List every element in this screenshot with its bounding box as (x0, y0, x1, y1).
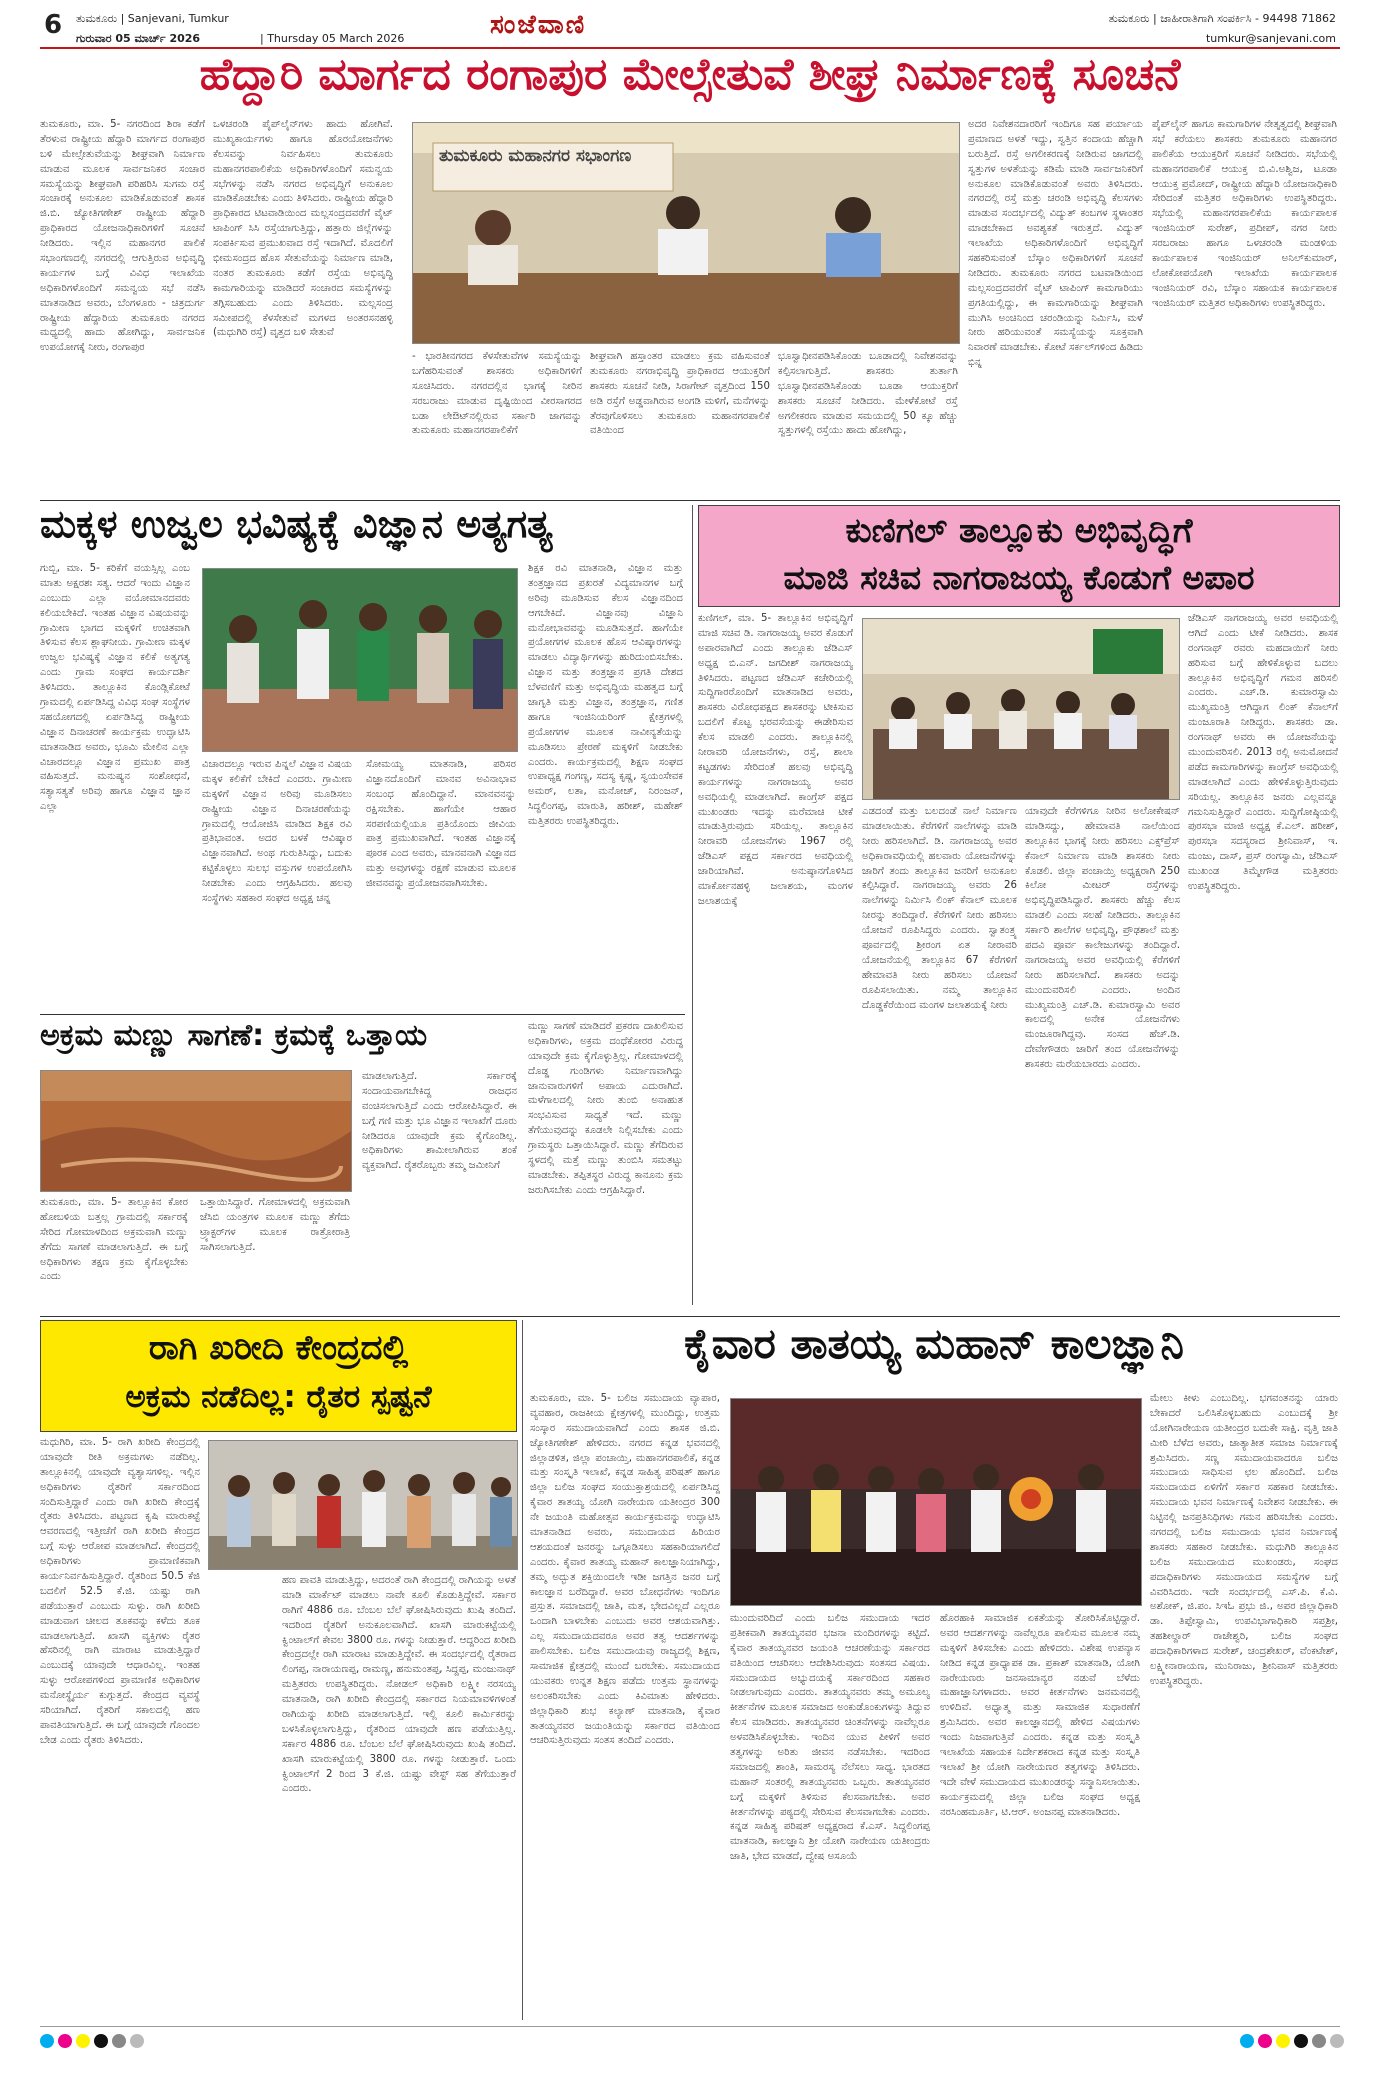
email: tumkur@sanjevani.com (1205, 32, 1336, 45)
article4-col3: ಯಾವುದೇ ಕೆರೆಗಳಿಗೂ ನೀರಿನ ಅಲೋಕೇಷನ್ ಮಾಡಿಸದ್ದು, ಹೇಮಾವತಿ ನಾಲೆಯಿಂದ ತಾಲ್ಲೂಕಿನ ಭಾಗಕ್ಕೆ ನೀರು ಹರಿಸಲು ಎಕ್ಸ್‌ಪ್ರೆಸ್ ಕೆನಾಲ್ ನಿರ್ಮಾಣ ಮಾಡಿ ಶಾಸಕರು ನೀರು ಕೊಡಲಿ. ಜಿಲ್ಲಾ ಪಂಚಾಯ್ತಿ ಅಧ್ಯಕ್ಷರಾಗಿ 250 ಕಿಲೋ ಮೀಟರ್ ರಸ್ತೆಗಳನ್ನು ಅಭಿವೃದ್ಧಿಪಡಿಸಿದ್ದಾರೆ. ಶಾಸಕರು ಹೆಚ್ಚು ಕೆಲಸ ಮಾಡಲಿ ಎಂದು ಸಲಹೆ ನೀಡಿದರು. ತಾಲ್ಲೂಕಿನ ಸರ್ಕಾರಿ ಶಾಲೆಗಳ ಅಭಿವೃದ್ಧಿ, ಪ್ರೌಢಶಾಲೆ ಮತ್ತು ಪದವಿ ಪೂರ್ವ ಕಾಲೇಜುಗಳನ್ನು ತಂದಿದ್ದಾರೆ. ನಾಗರಾಜಯ್ಯ ಅವರ ಅವಧಿಯಲ್ಲಿ ಕೆರೆಗಳಿಗೆ ನೀರು ಹರಿಸಲಾಗಿದೆ. ಶಾಸಕರು ಅದನ್ನು ಮುಂದುವರಿಸಲಿ ಎಂದರು. ಅಂದಿನ ಮುಖ್ಯಮಂತ್ರಿ ಎಚ್.ಡಿ. ಕುಮಾರಸ್ವಾಮಿ ಅವರ ಕಾಲದಲ್ಲಿ ಅನೇಕ ಯೋಜನೆಗಳು ಮಂಜೂರಾಗಿದ್ದವು. ಸಂಸದ ಹೆಚ್.ಡಿ. ದೇವೇಗೌಡರು ಜಾರಿಗೆ ತಂದ ಯೋಜನೆಗಳನ್ನು ಶಾಸಕರು ಮರೆಯಬಾರದು ಎಂದರು. (1025, 806, 1180, 1071)
article4-headline-line1: ಕುಣಿಗಲ್ ತಾಲ್ಲೂಕು ಅಭಿವೃದ್ಧಿಗೆ (845, 511, 1193, 551)
color-registration-right (1240, 2034, 1344, 2048)
article3-photo (40, 1070, 352, 1192)
article1-col4: ಶೀಘ್ರವಾಗಿ ಹಸ್ತಾಂತರ ಮಾಡಲು ಕ್ರಮ ವಹಿಸುವಂತೆ ತುಮಕೂರು ನಗರಾಭಿವೃದ್ಧಿ ಪ್ರಾಧಿಕಾರದ ಆಯುಕ್ತರಿಗೆ ಶಾಸಕರು ಸೂಚನೆ ನೀಡಿ, ಸಿರಾಗೇಟ್ ವೃತ್ತದಿಂದ 150 ಅಡಿ ರಸ್ತೆಗೆ ಅಡ್ಡವಾಗಿರುವ ಅಂಗಡಿ ಮಳಿಗೆ, ಮನೆಗಳನ್ನು ತೆರವುಗೊಳಿಸಲು ತುಮಕೂರು ಮಹಾನಗರಪಾಲಿಕೆ ವತಿಯಿಂದ (590, 351, 770, 437)
article4-col1: ಕುಣಿಗಲ್, ಮಾ. 5- ತಾಲ್ಲೂಕಿನ ಅಭಿವೃದ್ಧಿಗೆ ಮಾಜಿ ಸಚಿವ ಡಿ. ನಾಗರಾಜಯ್ಯ ಅವರ ಕೊಡುಗೆ ಅಪಾರವಾಗಿದೆ ಎಂದು ತಾಲ್ಲೂಕು ಜೆಡಿಎಸ್ ಅಧ್ಯಕ್ಷ ಬಿ.ಎನ್. ಜಗದೀಶ್ ನಾಗರಾಜಯ್ಯ ತಿಳಿಸಿದರು. ಪಟ್ಟಣದ ಜೆಡಿಎಸ್ ಕಚೇರಿಯಲ್ಲಿ ಸುದ್ದಿಗಾರರೊಂದಿಗೆ ಮಾತನಾಡಿದ ಅವರು, ಶಾಸಕರು ವಿರೋಧಪಕ್ಷದ ಶಾಸಕರನ್ನು ಟೀಕಿಸುವ ಬದಲಿಗೆ ಕೊಟ್ಟ ಭರವಸೆಯನ್ನು ಈಡೇರಿಸುವ ಕೆಲಸ ಮಾಡಲಿ ಎಂದರು. ತಾಲ್ಲೂಕಿನಲ್ಲಿ ನೀರಾವರಿ ಯೋಜನೆಗಳು, ರಸ್ತೆ, ಶಾಲಾ ಕಟ್ಟಡಗಳು ಸೇರಿದಂತೆ ಹಲವು ಅಭಿವೃದ್ಧಿ ಕಾರ್ಯಗಳನ್ನು ನಾಗರಾಜಯ್ಯ ಅವರ ಅವಧಿಯಲ್ಲಿ ಮಾಡಲಾಗಿದೆ. ಕಾಂಗ್ರೆಸ್ ಪಕ್ಷದ ಮುಖಂಡರು ಇದನ್ನು ಮರೆಮಾಚಿ ಟೀಕೆ ಮಾಡುತ್ತಿರುವುದು ಸರಿಯಲ್ಲ. ತಾಲ್ಲೂಕಿನ ನೀರಾವರಿ ಯೋಜನೆಗಳು 1967 ರಲ್ಲಿ ಜೆಡಿಎಸ್ ಪಕ್ಷದ ಸರ್ಕಾರದ ಅವಧಿಯಲ್ಲಿ ಜಾರಿಯಾಗಿವೆ. ಅನುಷ್ಠಾನಗೊಳಿಸಿದ ಮಾರ್ಕೋನಹಳ್ಳಿ ಜಲಾಶಯ, ಮಂಗಳ ಜಲಾಶಯಕ್ಕೆ (698, 613, 853, 907)
article4-headline-line2: ಮಾಜಿ ಸಚಿವ ನಾಗರಾಜಯ್ಯ ಕೊಡುಗೆ ಅಪಾರ (783, 558, 1255, 597)
divider (40, 1014, 685, 1015)
divider (692, 505, 693, 1305)
article2-col3: ಸೋಮಯ್ಯ ಮಾತನಾಡಿ, ಪರಿಸರ ವಿಜ್ಞಾನದೊಂದಿಗೆ ಮಾನವ ಅವಿನಾಭಾವ ಸಂಬಂಧ ಹೊಂದಿದ್ದಾನೆ. ಮಾನವನನ್ನು ರಕ್ಷಿಸಬೇಕು. ಹಾಗೆಯೇ ಆಹಾರ ಸರಪಣಿಯಲ್ಲಿಯೂ ಪ್ರತಿಯೊಂದು ಜೀವಿಯ ಪಾತ್ರ ಪ್ರಮುಖವಾಗಿದೆ. ಇಂತಹ ವಿಜ್ಞಾನಕ್ಕೆ ಪೂರಕ ಎಂದ ಅವರು, ಮಾನವನಾಗಿ ವಿಜ್ಞಾನದ ಮತ್ತು ಅವುಗಳನ್ನು ರಕ್ಷಣೆ ಮಾಡುವ ಮೂಲಕ ಜೀವನವನ್ನು ಪ್ರಯೋಜನವಾಗಿಸಬೇಕು. (366, 759, 516, 890)
footer-rule (40, 2026, 1340, 2027)
divider (40, 1316, 1340, 1317)
article1-caption: - ಭಾರತೀನಗರದ ಕೆಳಸೇತುವೆಗಳ ಸಮಸ್ಯೆಯನ್ನು ಬಗೆಹರಿಸುವಂತೆ ಶಾಸಕರು ಅಧಿಕಾರಿಗಳಿಗೆ ಸೂಚಿಸಿದರು. ನಗರದಲ್ಲಿನ ಭಾಗಕ್ಕೆ ನೀರಿನ ಸರಬರಾಜು ಮಾಡುವ ದೃಷ್ಟಿಯಿಂದ ವೀರಸಾಗರದ ಬಡಾ ಲೇಔಟ್‌ನಲ್ಲಿರುವ ಸರ್ಕಾರಿ ಜಾಗವನ್ನು ತುಮಕೂರು ಮಹಾನಗರಪಾಲಿಕೆಗೆ (412, 351, 582, 437)
article1-photo (412, 122, 960, 344)
article2-col2: ವಿಚಾರದಲ್ಲೂ ಇರುವ ಪಿನ್ನಲೆ ವಿಜ್ಞಾನ ವಿಷಯ ಮಕ್ಕಳ ಕಲಿಕೆಗೆ ಬೇಕಿದೆ ಎಂದರು. ಗ್ರಾಮೀಣ ಮಕ್ಕಳಿಗೆ ವಿಜ್ಞಾನ ಅರಿವು ಮೂಡಿಸಲು ರಾಷ್ಟ್ರೀಯ ವಿಜ್ಞಾನ ದಿನಾಚರಣೆಯನ್ನು ಗ್ರಾಮದಲ್ಲಿ ಆಯೋಜಿಸಿ ಮಾಡಿದ ಶಿಕ್ಷಕ ರವಿ ಪ್ರತಿಭಾವಂತ. ಅದರ ಬಳಕೆ ಆವಿಷ್ಕಾರ ವಿಜ್ಞಾನವಾಗಿದೆ. ಅಂಥ ಗುರುತಿಸಿದ್ದು, ಬದುಕು ಕಟ್ಟಿಕೊಳ್ಳಲು ಸುಲಭ ವಸ್ತುಗಳ ಉಪಯೋಗಿಸಿ ನೀಡಬೇಕು ಎಂದು ಆಗ್ರಹಿಸಿದರು. ಹಲವು ಸಂಸ್ಥೆಗಳು ಸಹಕಾರ ಸಂಘದ ಅಧ್ಯಕ್ಷ ಚನ್ನ (202, 759, 352, 905)
article4-photo (862, 618, 1180, 800)
divider (522, 1320, 523, 2020)
article1-headline: ಹೆದ್ದಾರಿ ಮಾರ್ಗದ ರಂಗಾಪುರ ಮೇಲ್ಸೇತುವೆ ಶೀಘ್ರ ನಿರ್ಮಾಣಕ್ಕೆ ಸೂಚನೆ (199, 49, 1181, 100)
article5-photo (208, 1440, 518, 1570)
article1-col7: ಪೈಪ್‌ಲೈನ್ ಹಾಗೂ ಕಾಮಗಾರಿಗಳ ನೇತೃತ್ವದಲ್ಲಿ ಶೀಘ್ರವಾಗಿ ಸಭೆ ಕರೆಯಲು ಶಾಸಕರು ತುಮಕೂರು ಮಹಾನಗರ ಪಾಲಿಕೆಯ ಆಯುಕ್ತರಿಗೆ ಸೂಚನೆ ನೀಡಿದರು. ಸಭೆಯಲ್ಲಿ ಮಹಾನಗರಪಾಲಿಕೆ ಆಯುಕ್ತ ಬಿ.ವಿ.ಅಶ್ವಿಜ, ಟೂಡಾ ಆಯುಕ್ತ ಪ್ರಮೋದ್, ರಾಷ್ಟ್ರೀಯ ಹೆದ್ದಾರಿ ಯೋಜನಾಧಿಕಾರಿ ಸೇರಿದಂತೆ ಮತ್ತಿತರ ಅಧಿಕಾರಿಗಳು ಉಪಸ್ಥಿತರಿದ್ದರು. ಸಭೆಯಲ್ಲಿ ಮಹಾನಗರಪಾಲಿಕೆಯ ಕಾರ್ಯಪಾಲಕ ಇಂಜಿನಿಯರ್ ಸುರೇಶ್, ಪ್ರದೀಪ್, ನಗರ ನೀರು ಸರಬರಾಜು ಹಾಗೂ ಒಳಚರಂಡಿ ಮಂಡಳಿಯ ಕಾರ್ಯಪಾಲಕ ಇಂಜಿನಿಯರ್ ಅನಿಲ್‌ಕುಮಾರ್, ಲೋಕೋಪಯೋಗಿ ಇಲಾಖೆಯ ಕಾರ್ಯಪಾಲಕ ಇಂಜಿನಿಯರ್ ರವಿ, ಬೆಸ್ಕಾಂ ಸಹಾಯಕ ಕಾರ್ಯಪಾಲಕ ಇಂಜಿನಿಯರ್ ಮತ್ತಿತರ ಅಧಿಕಾರಿಗಳು ಉಪಸ್ಥಿತರಿದ್ದರು. (1152, 119, 1337, 309)
article1-col5: ಭೂಸ್ವಾಧೀನಪಡಿಸಿಕೊಂಡು ಬೂಡಾದಲ್ಲಿ ನಿವೇಶನವನ್ನು ಕಲ್ಪಿಸಲಾಗುತ್ತಿದೆ. ಶಾಸಕರು ತುರ್ತಾಗಿ ಭೂಸ್ವಾಧೀನಪಡಿಸಿಕೊಂಡು ಬೂಡಾ ಆಯುಕ್ತರಿಗೆ ಶಾಸಕರು ಸೂಚನೆ ನೀಡಿದರು. ಮೇಳೆಕೋಟೆ ರಸ್ತೆ ಅಗಲೀಕರಣ ಮಾಡುವ ಸಮಯದಲ್ಲಿ 50 ಕ್ಕೂ ಹೆಚ್ಚು ಸ್ವತ್ತುಗಳಲ್ಲಿ ರಸ್ತೆಯು ಹಾದು ಹೋಗಿದ್ದು, (778, 351, 958, 437)
article1-col1: ತುಮಕೂರು, ಮಾ. 5- ನಗರದಿಂದ ಶಿರಾ ಕಡೆಗೆ ತೆರಳುವ ರಾಷ್ಟ್ರೀಯ ಹೆದ್ದಾರಿ ಮಾರ್ಗದ ರಂಗಾಪುರ ಬಳಿ ಮೇಲ್ಸೇತುವೆಯನ್ನು ಶೀಘ್ರವಾಗಿ ನಿರ್ಮಾಣ ಮಾಡುವ ಮೂಲಕ ಸಾರ್ವಜನಿಕರ ಸಂಚಾರ ಸಮಸ್ಯೆಯನ್ನು ಶೀಘ್ರವಾಗಿ ಪರಿಹರಿಸಿ ಸುಗಮ ರಸ್ತೆ ಸಂಚಾರಕ್ಕೆ ಅನುಕೂಲ ಮಾಡಿಕೊಡುವಂತೆ ಶಾಸಕ ಜಿ.ಬಿ. ಜ್ಯೋತಿಗಣೇಶ್ ರಾಷ್ಟ್ರೀಯ ಹೆದ್ದಾರಿ ಪ್ರಾಧಿಕಾರದ ಯೋಜನಾಧಿಕಾರಿಗಳಿಗೆ ಸೂಚನೆ ನೀಡಿದರು. ಇಲ್ಲಿನ ಮಹಾನಗರ ಪಾಲಿಕೆ ಸಭಾಂಗಣದಲ್ಲಿ ನಗರದಲ್ಲಿ ಆಗುತ್ತಿರುವ ಅಭಿವೃದ್ಧಿ ಕಾರ್ಯಗಳ ಬಗ್ಗೆ ವಿವಿಧ ಇಲಾಖೆಯ ಅಧಿಕಾರಿಗಳೊಂದಿಗೆ ಸಮನ್ವಯ ಸಭೆ ನಡೆಸಿ ಮಾತನಾಡಿದ ಅವರು, ಬೆಂಗಳೂರು - ಚಿತ್ರದುರ್ಗ ರಾಷ್ಟ್ರೀಯ ಹೆದ್ದಾರಿಯ ತುಮಕೂರು ನಗರದ ಮಧ್ಯದಲ್ಲಿ ಹಾದು ಹೋಗಿದ್ದು, ಸಾರ್ವಜನಿಕ ಉಪಯೋಗಕ್ಕೆ ನೀರು, ರಂಗಾಪುರ (40, 119, 205, 354)
article5-col2: ಹಣ ಪಾವತಿ ಮಾಡುತ್ತಿದ್ದು, ಅದರಂತೆ ರಾಗಿ ಕೇಂದ್ರದಲ್ಲಿ ರಾಗಿಯನ್ನು ಅಳತೆ ಮಾಡಿ ಮಾರ್ಕೆಟ್ ಮಾಡಲು ನಾವೇ ಕೂಲಿ ಕೊಡುತ್ತಿದ್ದೇವೆ. ಸರ್ಕಾರ ರಾಗಿಗೆ 4886 ರೂ. ಬೆಂಬಲ ಬೆಲೆ ಘೋಷಿಸಿರುವುದು ಖುಷಿ ತಂದಿದೆ. ಇದರಿಂದ ರೈತರಿಗೆ ಅನುಕೂಲವಾಗಿದೆ. ಖಾಸಗಿ ಮಾರುಕಟ್ಟೆಯಲ್ಲಿ ಕ್ವಿಂಟಾಲ್‌ಗೆ ಕೇವಲ 3800 ರೂ. ಗಳನ್ನು ನೀಡುತ್ತಾರೆ. ಆದ್ದರಿಂದ ಖರೀದಿ ಕೇಂದ್ರದಲ್ಲೇ ರಾಗಿ ಮಾರಾಟ ಮಾಡುತ್ತಿದ್ದೇವೆ. ಈ ಸಂದರ್ಭದಲ್ಲಿ ರೈತರಾದ ಲಿಂಗಪ್ಪ, ನಾರಾಯಣಪ್ಪ, ರಾಮಣ್ಣ, ಹನುಮಂತಪ್ಪ, ಸಿದ್ದಪ್ಪ, ಮಂಜುನಾಥ್ ಮತ್ತಿತರರು ಉಪಸ್ಥಿತರಿದ್ದರು. ನೋಡಲ್ ಅಧಿಕಾರಿ ಲಕ್ಷ್ಮೀ ನರಸಯ್ಯ ಮಾತನಾಡಿ, ರಾಗಿ ಖರೀದಿ ಕೇಂದ್ರದಲ್ಲಿ ಸರ್ಕಾರದ ನಿಯಮಾವಳಿಗಳಂತೆ ರಾಗಿಯನ್ನು ಖರೀದಿ ಮಾಡಲಾಗುತ್ತಿದೆ. ಇಲ್ಲಿ ಕೂಲಿ ಕಾರ್ಮಿಕರನ್ನು ಬಳಸಿಕೊಳ್ಳಲಾಗುತ್ತಿದ್ದು, ರೈತರಿಂದ ಯಾವುದೇ ಹಣ ಪಡೆಯುತ್ತಿಲ್ಲ. ಸರ್ಕಾರ 4886 ರೂ. ಬೆಂಬಲ ಬೆಲೆ ಘೋಷಿಸಿರುವುದು ಖುಷಿ ತಂದಿದೆ. ಖಾಸಗಿ ಮಾರುಕಟ್ಟೆಯಲ್ಲಿ 3800 ರೂ. ಗಳನ್ನು ನೀಡುತ್ತಾರೆ. ಒಂದು ಕ್ವಿಂಟಾಲ್‌ಗೆ 2 ರಿಂದ 3 ಕೆ.ಜಿ. ಯಷ್ಟು ವೇಸ್ಟ್ ಸಹ ತೆಗೆಯುತ್ತಾರೆ ಎಂದರು. (282, 1575, 516, 1795)
article2-col1: ಗುಬ್ಬಿ, ಮಾ. 5- ಕರಿಕೆಗೆ ವಯಸ್ಸಿಲ್ಲ ಎಂಬ ಮಾತು ಅಕ್ಷರಶಃ ಸತ್ಯ. ಆದರೆ ಇಂದು ವಿಜ್ಞಾನ ಎಂಬುದು ಎಲ್ಲಾ ವಯೋಮಾನದವರು ಕಲಿಯಬೇಕಿದೆ. ಇಂತಹ ವಿಜ್ಞಾನ ವಿಷಯವನ್ನು ಗ್ರಾಮೀಣ ಭಾಗದ ಮಕ್ಕಳಿಗೆ ಉಚಿತವಾಗಿ ತಿಳಿಸುವ ಕೆಲಸ ಶ್ಲಾಘನೀಯ. ಗ್ರಾಮೀಣ ಮಕ್ಕಳ ಉಜ್ವಲ ಭವಿಷ್ಯಕ್ಕೆ ವಿಜ್ಞಾನ ಕಲಿಕೆ ಅತ್ಯಗತ್ಯ ಎಂದು ಗ್ರಾಮ ಸಂಘದ ಕಾರ್ಯದರ್ಶಿ ತಿಳಿಸಿದರು. ತಾಲ್ಲೂಕಿನ ಕೊಂಡ್ಲಿಕೋಟೆ ಗ್ರಾಮದಲ್ಲಿ ಏರ್ಪಡಿಸಿದ್ದ ವಿವಿಧ ಸಂಘ ಸಂಸ್ಥೆಗಳ ಸಹಯೋಗದಲ್ಲಿ ಏರ್ಪಡಿಸಿದ್ದ ರಾಷ್ಟ್ರೀಯ ವಿಜ್ಞಾನ ದಿನಾಚರಣೆ ಕಾರ್ಯಕ್ರಮ ಉದ್ಘಾಟಿಸಿ ಮಾತನಾಡಿದ ಅವರು, ಭೂಮಿ ಮೇಲಿನ ಎಲ್ಲಾ ವಿಚಾರದಲ್ಲೂ ವಿಜ್ಞಾನ ಪ್ರಮುಖ ಪಾತ್ರ ವಹಿಸುತ್ತದೆ. ಮನುಷ್ಯನ ಸಂಶೋಧನೆ, ಸತ್ಯಾಸತ್ಯತೆ ಅರಿವು ಹಾಗೂ ವಿಜ್ಞಾನ ಜ್ಞಾನ ಎಲ್ಲಾ (40, 563, 190, 813)
article3-col2: ಒತ್ತಾಯಿಸಿದ್ದಾರೆ. ಗೋಮಾಳದಲ್ಲಿ ಅಕ್ರಮವಾಗಿ ಜೆಸಿಬಿ ಯಂತ್ರಗಳ ಮೂಲಕ ಮಣ್ಣು ತೆಗೆದು ಟ್ರ್ಯಾಕ್ಟರ್‌ಗಳ ಮೂಲಕ ರಾತ್ರೋರಾತ್ರಿ ಸಾಗಿಸಲಾಗುತ್ತಿದೆ. (200, 1197, 350, 1253)
article5-headline-line1: ರಾಗಿ ಖರೀದಿ ಕೇಂದ್ರದಲ್ಲಿ (148, 1328, 409, 1368)
page-number: 6 (44, 10, 63, 40)
article5-headline-box (40, 1320, 517, 1432)
article4-col2: ಎಡದಂಡೆ ಮತ್ತು ಬಲದಂಡೆ ನಾಲೆ ನಿರ್ಮಾಣ ಮಾಡಲಾಯಿತು. ಕೆರೆಗಳಿಗೆ ನಾಲೆಗಳನ್ನು ಮಾಡಿ ನೀರು ಹರಿಸಲಾಗಿದೆ. ಡಿ. ನಾಗರಾಜಯ್ಯ ಅವರ ಅಧಿಕಾರಾವಧಿಯಲ್ಲಿ ಹಲವಾರು ಯೋಜನೆಗಳನ್ನು ಜಾರಿಗೆ ತಂದು ತಾಲ್ಲೂಕಿನ ಜನರಿಗೆ ಅನುಕೂಲ ಕಲ್ಪಿಸಿದ್ದಾರೆ. ನಾಗರಾಜಯ್ಯ ಅವರು 26 ನಾಲೆಗಳನ್ನು ನಿರ್ಮಿಸಿ ಲಿಂಕ್ ಕೆನಾಲ್ ಮೂಲಕ ನೀರನ್ನು ತಂದಿದ್ದಾರೆ. ಕೆರೆಗಳಿಗೆ ನೀರು ಹರಿಸಲು ಯೋಜನೆ ರೂಪಿಸಿದ್ದರು ಎಂದರು. ಸ್ವಾತಂತ್ರ್ಯ ಪೂರ್ವದಲ್ಲಿ ಶ್ರೀರಂಗ ಏತ ನೀರಾವರಿ ಯೋಜನೆಯಲ್ಲಿ ತಾಲ್ಲೂಕಿನ 67 ಕೆರೆಗಳಿಗೆ ಹೇಮಾವತಿ ನೀರು ಹರಿಸಲು ಯೋಜನೆ ರೂಪಿಸಲಾಯಿತು. ನಮ್ಮ ತಾಲ್ಲೂಕಿನ ದೊಡ್ಡಕೆರೆಯಿಂದ ಮಂಗಳ ಜಲಾಶಯಕ್ಕೆ ನೀರು (862, 806, 1017, 1011)
divider (40, 500, 1340, 501)
article6-col2: ಮುಂದುವರಿದಿದೆ ಎಂದು ಬಲಿಜ ಸಮುದಾಯ ಇದರ ಪ್ರತೀಕವಾಗಿ ತಾತಯ್ಯನವರ ಭಜನಾ ಮಂದಿರಗಳನ್ನು ಕಟ್ಟಿದೆ. ಕೈವಾರ ತಾತಯ್ಯನವರ ಜಯಂತಿ ಆಚರಣೆಯನ್ನು ಸರ್ಕಾರದ ವತಿಯಿಂದ ಆಚರಿಸಲು ಆದೇಶಿಸಿರುವುದು ಸಂತಸದ ವಿಷಯ. ಸಮುದಾಯದ ಅಭ್ಯುದಯಕ್ಕೆ ಸರ್ಕಾರದಿಂದ ಸಹಕಾರ ನೀಡಲಾಗುವುದು ಎಂದರು. ತಾತಯ್ಯನವರು ತಮ್ಮ ಅಮೂಲ್ಯ ಕೀರ್ತನೆಗಳ ಮೂಲಕ ಸಮಾಜದ ಅಂಕುಡೊಂಕುಗಳನ್ನು ತಿದ್ದುವ ಕೆಲಸ ಮಾಡಿದರು. ತಾತಯ್ಯನವರ ಚಿಂತನೆಗಳನ್ನು ನಾವೆಲ್ಲರೂ ಅಳವಡಿಸಿಕೊಳ್ಳಬೇಕು. ಇಂದಿನ ಯುವ ಪೀಳಿಗೆ ಅವರ ತತ್ವಗಳನ್ನು ಅರಿತು ಜೀವನ ನಡೆಸಬೇಕು. ಇದರಿಂದ ಸಮಾಜದಲ್ಲಿ ಶಾಂತಿ, ಸಾಮರಸ್ಯ ನೆಲೆಸಲು ಸಾಧ್ಯ. ಭಾರತದ ಮಹಾನ್ ಸಂತರಲ್ಲಿ ತಾತಯ್ಯನವರು ಒಬ್ಬರು. ತಾತಯ್ಯನವರ ಬಗ್ಗೆ ಮಕ್ಕಳಿಗೆ ತಿಳಿಸುವ ಕೆಲಸವಾಗಬೇಕು. ಅವರ ಕೀರ್ತನೆಗಳನ್ನು ಪಠ್ಯದಲ್ಲಿ ಸೇರಿಸುವ ಕೆಲಸವಾಗಬೇಕು ಎಂದರು. ಕನ್ನಡ ಸಾಹಿತ್ಯ ಪರಿಷತ್ ಅಧ್ಯಕ್ಷರಾದ ಕೆ.ಎಸ್. ಸಿದ್ದಲಿಂಗಪ್ಪ ಮಾತನಾಡಿ, ಕಾಲಜ್ಞಾನಿ ಶ್ರೀ ಯೋಗಿ ನಾರೇಯಣ ಯತೀಂದ್ರರು ಜಾತಿ, ಭೇದ ಮಾಡದೆ, ದ್ವೇಷ ಅಸೂಯೆ (730, 1613, 930, 1863)
article2-col4: ಶಿಕ್ಷಕ ರವಿ ಮಾತನಾಡಿ, ವಿಜ್ಞಾನ ಮತ್ತು ತಂತ್ರಜ್ಞಾನದ ಪ್ರಖರತೆ ವಿದ್ಯಮಾನಗಳ ಬಗ್ಗೆ ಅರಿವು ಮೂಡಿಸುವ ಕೆಲಸ ವಿಜ್ಞಾನದಿಂದ ಆಗಬೇಕಿದೆ. ವಿಜ್ಞಾನವು ವಿಜ್ಞಾನಿ ಮನೋಭಾವವನ್ನು ಮೂಡಿಸುತ್ತದೆ. ಹಾಗೆಯೇ ಪ್ರಯೋಗಗಳ ಮೂಲಕ ಹೊಸ ಆವಿಷ್ಕಾರಗಳನ್ನು ಮಾಡಲು ವಿದ್ಯಾರ್ಥಿಗಳನ್ನು ಹುರಿದುಂಬಿಸಬೇಕು. ವಿಜ್ಞಾನ ಮತ್ತು ತಂತ್ರಜ್ಞಾನ ಪ್ರಗತಿ ದೇಶದ ಬೆಳವಣಿಗೆ ಮತ್ತು ಅಭಿವೃದ್ಧಿಯ ಮಹತ್ವದ ಬಗ್ಗೆ ಜಾಗೃತಿ ಮತ್ತು ವಿಜ್ಞಾನ, ತಂತ್ರಜ್ಞಾನ, ಗಣಿತ ಹಾಗೂ ಇಂಜಿನಿಯರಿಂಗ್ ಕ್ಷೇತ್ರಗಳಲ್ಲಿ ಪ್ರಯೋಗಗಳ ಮೂಲಕ ನಾವೀನ್ಯತೆಯನ್ನು ಮೂಡಿಸಲು ಪ್ರೇರಣೆ ಮಕ್ಕಳಿಗೆ ನೀಡಬೇಕು ಎಂದರು. ಕಾರ್ಯಕ್ರಮದಲ್ಲಿ ಶಿಕ್ಷಣ ಸಂಘದ ಉಪಾಧ್ಯಕ್ಷ ಗಂಗಣ್ಣ, ಸದಸ್ಯ ಕೃಷ್ಣ, ಸ್ವಯಂಸೇವಕ ಅಮರ್, ಲತಾ, ಮನೋಜ್, ನಿರಂಜನ್, ಸಿದ್ಧಲಿಂಗಪ್ಪ, ಮಾರುತಿ, ಹರೀಶ್, ಮಹೇಶ್ ಮತ್ತಿತರರು ಉಪಸ್ಥಿತರಿದ್ದರು. (528, 563, 683, 828)
color-registration-left (40, 2034, 144, 2048)
article6-headline: ಕೈವಾರ ತಾತಯ್ಯ ಮಹಾನ್ ಕಾಲಜ್ಞಾನಿ (684, 1319, 1184, 1368)
article2-headline: ಮಕ್ಕಳ ಉಜ್ವಲ ಭವಿಷ್ಯಕ್ಕೆ ವಿಜ್ಞಾನ ಅತ್ಯಗತ್ಯ (40, 502, 553, 546)
article3-col3: ಮಾಡಲಾಗುತ್ತಿದೆ. ಸರ್ಕಾರಕ್ಕೆ ಸಂದಾಯವಾಗಬೇಕಿದ್ದ ರಾಜಧನ ವಂಚಿಸಲಾಗುತ್ತಿದೆ ಎಂದು ಆರೋಪಿಸಿದ್ದಾರೆ. ಈ ಬಗ್ಗೆ ಗಣಿ ಮತ್ತು ಭೂ ವಿಜ್ಞಾನ ಇಲಾಖೆಗೆ ದೂರು ನೀಡಿದರೂ ಯಾವುದೇ ಕ್ರಮ ಕೈಗೊಂಡಿಲ್ಲ. ಅಧಿಕಾರಿಗಳು ಶಾಮೀಲಾಗಿರುವ ಶಂಕೆ ವ್ಯಕ್ತವಾಗಿದೆ. ರೈತರೊಬ್ಬರು ತಮ್ಮ ಜಮೀನಿಗೆ (362, 1071, 517, 1172)
article6-col3: ಹೊರಹಾಕಿ ಸಾಮಾಜಿಕ ಏಕತೆಯನ್ನು ತೋರಿಸಿಕೊಟ್ಟಿದ್ದಾರೆ. ಅವರ ಆದರ್ಶಗಳನ್ನು ನಾವೆಲ್ಲರೂ ಪಾಲಿಸುವ ಮೂಲಕ ನಮ್ಮ ಮಕ್ಕಳಿಗೆ ತಿಳಿಸಬೇಕು ಎಂದು ಹೇಳಿದರು. ವಿಶೇಷ ಉಪನ್ಯಾಸ ನೀಡಿದ ಕನ್ನಡ ಪ್ರಾಧ್ಯಾಪಕ ಡಾ. ಪ್ರಕಾಶ್ ಮಾತನಾಡಿ, ಯೋಗಿ ನಾರೇಯಣರು ಜನಸಾಮಾನ್ಯರ ನಡುವೆ ಬೆಳೆದು ಮಹಾಜ್ಞಾನಿಗಳಾದರು. ಅವರ ಕೀರ್ತನೆಗಳು ಜನಮನದಲ್ಲಿ ಉಳಿದಿವೆ. ಅಧ್ಯಾತ್ಮ ಮತ್ತು ಸಾಮಾಜಿಕ ಸುಧಾರಣೆಗೆ ಶ್ರಮಿಸಿದರು. ಅವರ ಕಾಲಜ್ಞಾನದಲ್ಲಿ ಹೇಳಿದ ವಿಷಯಗಳು ಇಂದು ನಿಜವಾಗುತ್ತಿವೆ ಎಂದರು. ಕನ್ನಡ ಮತ್ತು ಸಂಸ್ಕೃತಿ ಇಲಾಖೆಯ ಸಹಾಯಕ ನಿರ್ದೇಶಕರಾದ ಕನ್ನಡ ಮತ್ತು ಸಂಸ್ಕೃತಿ ಇಲಾಖೆ ಶ್ರೀ ಯೋಗಿ ನಾರೇಯಣರ ತತ್ವಗಳನ್ನು ತಿಳಿಸಿದರು. ಇದೇ ವೇಳೆ ಸಮುದಾಯದ ಮುಖಂಡರನ್ನು ಸನ್ಮಾನಿಸಲಾಯಿತು. ಕಾರ್ಯಕ್ರಮದಲ್ಲಿ ಜಿಲ್ಲಾ ಬಲಿಜ ಸಂಘದ ಅಧ್ಯಕ್ಷ ನರಸಿಂಹಮೂರ್ತಿ, ಟಿ.ಆರ್. ಅಂಜನಪ್ಪ ಮಾತನಾಡಿದರು. (940, 1613, 1140, 1818)
article6-photo (730, 1398, 1142, 1606)
masthead-logo: ಸಂಜೆವಾಣಿ (490, 10, 587, 40)
article1-col6: ಅದರ ನಿವೇಶನದಾರರಿಗೆ ಇಂದಿಗೂ ಸಹ ಪರ್ಯಾಯ ಪ್ರಮಾಣದ ಅಳತೆ ಇದ್ದು, ಸ್ವತ್ತಿನ ಕಂದಾಯ ಹೆಚ್ಚಾಗಿ ಬರುತ್ತಿದೆ. ರಸ್ತೆ ಅಗಲೀಕರಣಕ್ಕೆ ನೀಡಿರುವ ಜಾಗದಲ್ಲಿ ಸ್ವತ್ತುಗಳ ಅಳತೆಯನ್ನು ಕಡಿಮೆ ಮಾಡಿ ಸಾರ್ವಜನಿಕರಿಗೆ ಅನುಕೂಲ ಮಾಡಿಕೊಡುವಂತೆ ಅವರು ತಿಳಿಸಿದರು. ನಗರದಲ್ಲಿ ರಸ್ತೆ ಮತ್ತು ಚರಂಡಿ ಅಭಿವೃದ್ಧಿ ಕೆಲಸಗಳು ಮಾಡುವ ಸಂದರ್ಭದಲ್ಲಿ ವಿದ್ಯುತ್ ಕಂಬಗಳ ಸ್ಥಳಾಂತರ ಮಾಡಬೇಕಾದ ಅವಶ್ಯಕತೆ ಇರುತ್ತದೆ. ವಿದ್ಯುತ್ ಇಲಾಖೆಯ ಅಧಿಕಾರಿಗಳೊಂದಿಗೆ ಅಭಿವೃದ್ಧಿಗೆ ಸಹಕರಿಸುವಂತೆ ಬೆಸ್ಕಾಂ ಅಧಿಕಾರಿಗಳಿಗೆ ಸೂಚನೆ ನೀಡಿದರು. ತುಮಕೂರು ನಗರದ ಬಟವಾಡಿಯಿಂದ ಮಲ್ಲಸಂದ್ರದವರೆಗೆ ವೈಟ್ ಟಾಪಿಂಗ್ ಕಾಮಗಾರಿಯು ಪ್ರಗತಿಯಲ್ಲಿದ್ದು, ಈ ಕಾಮಗಾರಿಯನ್ನು ಶೀಘ್ರವಾಗಿ ಮುಗಿಸಿ ಅಂಚಿನಿಂದ ಚರಂಡಿಯನ್ನು ನಿರ್ಮಿಸಿ, ಮಳೆ ನೀರು ಹರಿಯುವಂತೆ ಸಮಸ್ಯೆಯನ್ನು ಸೂಕ್ತವಾಗಿ ನಿವಾರಣೆ ಮಾಡಬೇಕು. ಕೋಟೆ ಸರ್ಕಲ್‌ಗಳಿಂದ ಹಿಡಿದು ಭಿನ್ನ (968, 119, 1143, 369)
ad-contact: ತುಮಕೂರು | ಜಾಹೀರಾತಿಗಾಗಿ ಸಂಪರ್ಕಿಸಿ - 94498 71862 (1108, 12, 1336, 25)
article3-headline: ಅಕ್ರಮ ಮಣ್ಣು ಸಾಗಣೆ: ಕ್ರಮಕ್ಕೆ ಒತ್ತಾಯ (40, 1018, 428, 1053)
article3-col4: ಮಣ್ಣು ಸಾಗಣೆ ಮಾಡಿದರೆ ಪ್ರಕರಣ ದಾಖಲಿಸುವ ಅಧಿಕಾರಿಗಳು, ಅಕ್ರಮ ದಂಧೆಕೋರರ ವಿರುದ್ಧ ಯಾವುದೇ ಕ್ರಮ ಕೈಗೊಳ್ಳುತ್ತಿಲ್ಲ. ಗೋಮಾಳದಲ್ಲಿ ದೊಡ್ಡ ಗುಂಡಿಗಳು ನಿರ್ಮಾಣವಾಗಿದ್ದು ಜಾನುವಾರುಗಳಿಗೆ ಅಪಾಯ ಎದುರಾಗಿದೆ. ಮಳೆಗಾಲದಲ್ಲಿ ನೀರು ತುಂಬಿ ಅನಾಹುತ ಸಂಭವಿಸುವ ಸಾಧ್ಯತೆ ಇದೆ. ಮಣ್ಣು ತೆಗೆಯುವುದನ್ನು ಕೂಡಲೇ ನಿಲ್ಲಿಸಬೇಕು ಎಂದು ಗ್ರಾಮಸ್ಥರು ಒತ್ತಾಯಿಸಿದ್ದಾರೆ. ಮಣ್ಣು ತೆಗೆದಿರುವ ಸ್ಥಳದಲ್ಲಿ ಮತ್ತೆ ಮಣ್ಣು ತುಂಬಿಸಿ ಸಮತಟ್ಟು ಮಾಡಬೇಕು. ತಪ್ಪಿತಸ್ಥರ ವಿರುದ್ಧ ಕಾನೂನು ಕ್ರಮ ಜರುಗಿಸಬೇಕು ಎಂದು ಆಗ್ರಹಿಸಿದ್ದಾರೆ. (528, 1021, 683, 1196)
edition-label: ತುಮಕೂರು | Sanjevani, Tumkur (76, 12, 229, 25)
article4-headline-box (698, 505, 1340, 607)
article2-photo (202, 568, 518, 752)
article5-headline-line2: ಅಕ್ರಮ ನಡೆದಿಲ್ಲ: ರೈತರ ಸ್ಪಷ್ಟನೆ (125, 1379, 432, 1415)
article6-col1: ತುಮಕೂರು, ಮಾ. 5- ಬಲಿಜ ಸಮುದಾಯ ವ್ಯಾಪಾರ, ವ್ಯವಹಾರ, ರಾಜಕೀಯ ಕ್ಷೇತ್ರಗಳಲ್ಲಿ ಮುಂದಿದ್ದು, ಉತ್ತಮ ಸಂಸ್ಕಾರ ಸಮುದಾಯವಾಗಿದೆ ಎಂದು ಶಾಸಕ ಜಿ.ಬಿ. ಜ್ಯೋತಿಗಣೇಶ್ ಹೇಳಿದರು. ನಗರದ ಕನ್ನಡ ಭವನದಲ್ಲಿ ಜಿಲ್ಲಾಡಳಿತ, ಜಿಲ್ಲಾ ಪಂಚಾಯ್ತಿ, ಮಹಾನಗರಪಾಲಿಕೆ, ಕನ್ನಡ ಮತ್ತು ಸಂಸ್ಕೃತಿ ಇಲಾಖೆ, ಕನ್ನಡ ಸಾಹಿತ್ಯ ಪರಿಷತ್ ಹಾಗೂ ಜಿಲ್ಲಾ ಬಲಿಜ ಸಂಘದ ಸಂಯುಕ್ತಾಶ್ರಯದಲ್ಲಿ ಏರ್ಪಡಿಸಿದ್ದ ಕೈವಾರ ತಾತಯ್ಯ ಯೋಗಿ ನಾರೇಯಣ ಯತೀಂದ್ರರ 300 ನೇ ಜಯಂತಿ ಮಹೋತ್ಸವ ಕಾರ್ಯಕ್ರಮವನ್ನು ಉದ್ಘಾಟಿಸಿ ಮಾತನಾಡಿದ ಅವರು, ಸಮುದಾಯದ ಹಿರಿಯರ ಆಶಯದಂತೆ ಜನರನ್ನು ಒಗ್ಗೂಡಿಸಲು ಸಹಕಾರಿಯಾಗಲಿದೆ ಎಂದರು. ಕೈವಾರ ತಾತಯ್ಯ ಮಹಾನ್ ಕಾಲಜ್ಞಾನಿಯಾಗಿದ್ದು, ತಮ್ಮ ಅದ್ಭುತ ಶಕ್ತಿಯಿಂದಲೇ ಇಡೀ ಜಗತ್ತಿನ ಜನರ ಬಗ್ಗೆ ಕಾಲಜ್ಞಾನ ಬರೆದಿದ್ದಾರೆ. ಅವರ ಬೋಧನೆಗಳು ಇಂದಿಗೂ ಪ್ರಸ್ತುತ. ಸಮಾಜದಲ್ಲಿ ಜಾತಿ, ಮತ, ಭೇದವಿಲ್ಲದೆ ಎಲ್ಲರೂ ಒಂದಾಗಿ ಬಾಳಬೇಕು ಎಂಬುದು ಅವರ ಆಶಯವಾಗಿತ್ತು. ಎಲ್ಲ ಸಮುದಾಯದವರೂ ಅವರ ತತ್ವ ಆದರ್ಶಗಳನ್ನು ಪಾಲಿಸಬೇಕು. ಬಲಿಜ ಸಮುದಾಯವು ರಾಜ್ಯದಲ್ಲಿ ಶಿಕ್ಷಣ, ಸಾಮಾಜಿಕ ಕ್ಷೇತ್ರದಲ್ಲಿ ಮುಂದೆ ಬರಬೇಕು. ಸಮುದಾಯದ ಯುವಕರು ಉನ್ನತ ಶಿಕ್ಷಣ ಪಡೆದು ಉತ್ತಮ ಸ್ಥಾನಗಳನ್ನು ಅಲಂಕರಿಸಬೇಕು ಎಂದು ಕಿವಿಮಾತು ಹೇಳಿದರು. ಜಿಲ್ಲಾಧಿಕಾರಿ ಶುಭ ಕಲ್ಯಾಣ್ ಮಾತನಾಡಿ, ಕೈವಾರ ತಾತಯ್ಯನವರ ಜಯಂತಿಯನ್ನು ಸರ್ಕಾರದ ವತಿಯಿಂದ ಆಚರಿಸುತ್ತಿರುವುದು ಸಂತಸ ತಂದಿದೆ ಎಂದರು. (530, 1393, 720, 1747)
article3-col1: ತುಮಕೂರು, ಮಾ. 5- ತಾಲ್ಲೂಕಿನ ಕೋರ ಹೋಬಳಿಯ ಬತ್ತಲ್ಲ ಗ್ರಾಮದಲ್ಲಿ ಸರ್ಕಾರಕ್ಕೆ ಸೇರಿದ ಗೋಮಾಳದಿಂದ ಅಕ್ರಮವಾಗಿ ಮಣ್ಣು ತೆಗೆದು ಸಾಗಣೆ ಮಾಡಲಾಗುತ್ತಿದೆ. ಈ ಬಗ್ಗೆ ಅಧಿಕಾರಿಗಳು ತಕ್ಷಣ ಕ್ರಮ ಕೈಗೊಳ್ಳಬೇಕು ಎಂದು (40, 1197, 188, 1283)
article5-col1: ಮಧುಗಿರಿ, ಮಾ. 5- ರಾಗಿ ಖರೀದಿ ಕೇಂದ್ರದಲ್ಲಿ ಯಾವುದೇ ರೀತಿ ಅಕ್ರಮಗಳು ನಡೆದಿಲ್ಲ. ತಾಲ್ಲೂಕಿನಲ್ಲಿ ಯಾವುದೇ ವ್ಯತ್ಯಾಸಗಳಿಲ್ಲ. ಇಲ್ಲಿನ ಅಧಿಕಾರಿಗಳು ರೈತರಿಗೆ ಸರ್ಕಾರದಿಂದ ಸಂದಿಸುತ್ತಿದ್ದಾರೆ ಎಂದು ರಾಗಿ ಖರೀದಿ ಕೇಂದ್ರಕ್ಕೆ ರೈತರು ತಿಳಿಸಿದರು. ಪಟ್ಟಣದ ಕೃಷಿ ಮಾರುಕಟ್ಟೆ ಆವರಣದಲ್ಲಿ ಇತ್ತೀಚೆಗೆ ರಾಗಿ ಖರೀದಿ ಕೇಂದ್ರದ ಬಗ್ಗೆ ಸುಳ್ಳು ಆರೋಪ ಮಾಡಲಾಗಿದೆ. ಕೇಂದ್ರದಲ್ಲಿ ಅಧಿಕಾರಿಗಳು ಪ್ರಾಮಾಣಿಕವಾಗಿ ಕಾರ್ಯನಿರ್ವಹಿಸುತ್ತಿದ್ದಾರೆ. ರೈತರಿಂದ 50.5 ಕೆಜಿ ಬದಲಿಗೆ 52.5 ಕೆ.ಜಿ. ಯಷ್ಟು ರಾಗಿ ಪಡೆಯುತ್ತಾರೆ ಎಂಬುದು ಸುಳ್ಳು. ರಾಗಿ ಖರೀದಿ ಮಾಡುವಾಗ ಚೀಲದ ತೂಕವನ್ನು ಕಳೆದು ತೂಕ ಮಾಡಲಾಗುತ್ತಿದೆ. ಖಾಸಗಿ ವ್ಯಕ್ತಿಗಳು ರೈತರ ಹೆಸರಿನಲ್ಲಿ ರಾಗಿ ಮಾರಾಟ ಮಾಡುತ್ತಿದ್ದಾರೆ ಎಂಬುದಕ್ಕೆ ಯಾವುದೇ ಆಧಾರವಿಲ್ಲ. ಇಂತಹ ಸುಳ್ಳು ಆರೋಪಗಳಿಂದ ಪ್ರಾಮಾಣಿಕ ಅಧಿಕಾರಿಗಳ ಮನೋಸ್ಥೈರ್ಯ ಕುಗ್ಗುತ್ತದೆ. ಕೇಂದ್ರದ ವ್ಯವಸ್ಥೆ ಸರಿಯಾಗಿದೆ. ರೈತರಿಗೆ ಸಕಾಲದಲ್ಲಿ ಹಣ ಪಾವತಿಯಾಗುತ್ತಿದೆ. ಈ ಬಗ್ಗೆ ಯಾವುದೇ ಗೊಂದಲ ಬೇಡ ಎಂದು ರೈತರು ತಿಳಿಸಿದರು. (40, 1437, 200, 1746)
kannada-date: ಗುರುವಾರ 05 ಮಾರ್ಚ್ 2026 (76, 32, 201, 45)
photo-sign-text: ತುಮಕೂರು ಮಹಾನಗರ ಸಭಾಂಗಣ (439, 146, 632, 166)
english-date: | Thursday 05 March 2026 (260, 32, 405, 45)
article6-col4: ಮೇಲು ಕೀಳು ಎಂಬುದಿಲ್ಲ. ಭಗವಂತನನ್ನು ಯಾರು ಬೇಕಾದರೆ ಒಲಿಸಿಕೊಳ್ಳಬಹುದು ಎಂಬುದಕ್ಕೆ ಶ್ರೀ ಯೋಗಿನಾರೇಯಣ ಯತೀಂದ್ರರ ಬದುಕೇ ಸಾಕ್ಷಿ. ವೃತ್ತಿ ಜಾತಿ ಮೀರಿ ಬೆಳೆದ ಅವರು, ಜಾತ್ಯಾತೀತ ಸಮಾಜ ನಿರ್ಮಾಣಕ್ಕೆ ಶ್ರಮಿಸಿದರು. ಸಣ್ಣ ಸಮುದಾಯವಾದರೂ ಬಲಿಜ ಸಮುದಾಯ ಸಾಧಿಸುವ ಛಲ ಹೊಂದಿದೆ. ಬಲಿಜ ಸಮುದಾಯದ ಏಳಿಗೆಗೆ ಸರ್ಕಾರ ಸಹಕಾರ ನೀಡಬೇಕು. ಸಮುದಾಯ ಭವನ ನಿರ್ಮಾಣಕ್ಕೆ ನಿವೇಶನ ನೀಡಬೇಕು. ಈ ನಿಟ್ಟಿನಲ್ಲಿ ಜನಪ್ರತಿನಿಧಿಗಳು ಗಮನ ಹರಿಸಬೇಕು ಎಂದರು. ನಗರದಲ್ಲಿ ಬಲಿಜ ಸಮುದಾಯ ಭವನ ನಿರ್ಮಾಣಕ್ಕೆ ಶಾಸಕರು ಸಹಕಾರ ನೀಡಬೇಕು. ಮಧುಗಿರಿ ತಾಲ್ಲೂಕಿನ ಬಲಿಜ ಸಮುದಾಯದ ಮುಖಂಡರು, ಸಂಘದ ಪದಾಧಿಕಾರಿಗಳು ಸಮುದಾಯದ ಸಮಸ್ಯೆಗಳ ಬಗ್ಗೆ ವಿವರಿಸಿದರು. ಇದೇ ಸಂದರ್ಭದಲ್ಲಿ ಎಸ್.ಪಿ. ಕೆ.ವಿ. ಅಶೋಕ್, ಜಿ.ಪಂ. ಸಿಇಓ ಪ್ರಭು ಜಿ., ಅಪರ ಜಿಲ್ಲಾಧಿಕಾರಿ ಡಾ. ತಿಪ್ಪೇಸ್ವಾಮಿ, ಉಪವಿಭಾಗಾಧಿಕಾರಿ ಸಪ್ತಶ್ರೀ, ತಹಶೀಲ್ದಾರ್ ರಾಜೇಶ್ವರಿ, ಬಲಿಜ ಸಂಘದ ಪದಾಧಿಕಾರಿಗಳಾದ ಸುರೇಶ್, ಚಂದ್ರಶೇಖರ್, ವೆಂಕಟೇಶ್, ಲಕ್ಷ್ಮೀನಾರಾಯಣ, ಮುನಿರಾಜು, ಶ್ರೀನಿವಾಸ್ ಮತ್ತಿತರರು ಉಪಸ್ಥಿತರಿದ್ದರು. (1150, 1393, 1338, 1687)
article4-col4: ಜೆಡಿಎಸ್ ನಾಗರಾಜಯ್ಯ ಅವರ ಅವಧಿಯಲ್ಲಿ ಆಗಿದೆ ಎಂದು ಟೀಕೆ ನೀಡಿದರು. ಶಾಸಕ ರಂಗನಾಥ್ ರವರು ಮಹದಾಯಿಗೆ ನೀರು ಹರಿಸುವ ಬಗ್ಗೆ ಹೇಳಿಕೊಳ್ಳುವ ಬದಲು ತಾಲ್ಲೂಕಿನ ಅಭಿವೃದ್ಧಿಗೆ ಗಮನ ಹರಿಸಲಿ ಎಂದರು. ಎಚ್.ಡಿ. ಕುಮಾರಸ್ವಾಮಿ ಮುಖ್ಯಮಂತ್ರಿ ಆಗಿದ್ದಾಗ ಲಿಂಕ್ ಕೆನಾಲ್‌ಗೆ ಮಂಜೂರಾತಿ ನೀಡಿದ್ದರು. ಶಾಸಕರು ಡಾ. ರಂಗನಾಥ್ ಅವರು ಈ ಯೋಜನೆಯನ್ನು ಮುಂದುವರಿಸಲಿ. 2013 ರಲ್ಲಿ ಅನುಮೋದನೆ ಪಡೆದ ಕಾಮಗಾರಿಗಳನ್ನು ಕಾಂಗ್ರೆಸ್ ಅವಧಿಯಲ್ಲಿ ಮಾಡಲಾಗಿದೆ ಎಂದು ಹೇಳಿಕೊಳ್ಳುತ್ತಿರುವುದು ಸರಿಯಲ್ಲ. ತಾಲ್ಲೂಕಿನ ಜನರು ಎಲ್ಲವನ್ನೂ ಗಮನಿಸುತ್ತಿದ್ದಾರೆ ಎಂದರು. ಸುದ್ದಿಗೋಷ್ಠಿಯಲ್ಲಿ ಪುರಸಭಾ ಮಾಜಿ ಅಧ್ಯಕ್ಷ ಕೆ.ಎಲ್. ಹರೀಶ್, ಪುರಸಭಾ ಸದಸ್ಯರಾದ ಶ್ರೀನಿವಾಸ್, ಇ. ಮಂಜು, ದಾಸ್, ಪ್ರಸ್ ರಂಗಸ್ವಾಮಿ, ಜೆಡಿಎಸ್ ಮುಖಂಡ ತಿಮ್ಮೇಗೌಡ ಮತ್ತಿತರರು ಉಪಸ್ಥಿತರಿದ್ದರು. (1188, 613, 1338, 893)
article1-col2: ಒಳಚರಂಡಿ ಪೈಪ್‌ಲೈನ್‌ಗಳು ಹಾದು ಹೋಗಿವೆ. ಮುಖ್ಯಕಾರ್ಯಗಳು ಹಾಗೂ ಹೊರಯೋಜನೆಗಳು ಕೆಲಸವನ್ನು ನಿರ್ವಹಿಸಲು ತುಮಕೂರು ಮಹಾನಗರಪಾಲಿಕೆಯ ಅಧಿಕಾರಿಗಳೊಂದಿಗೆ ಸಮನ್ವಯ ಸಭೆಗಳನ್ನು ನಡೆಸಿ ನಗರದ ಅಭಿವೃದ್ಧಿಗೆ ಅನುಕೂಲ ಮಾಡಿಕೊಡಬೇಕು ಎಂದು ತಿಳಿಸಿದರು. ರಾಷ್ಟ್ರೀಯ ಹೆದ್ದಾರಿ ಪ್ರಾಧಿಕಾರದ ಟಿಟವಾಡಿಯಿಂದ ಮಲ್ಲಸಂದ್ರದವರೆಗೆ ವೈಟ್ ಟಾಪಿಂಗ್ ಸಿಸಿ ರಸ್ತೆಯಾಗುತ್ತಿದ್ದು, ಹತ್ತಾರು ಜಿಲ್ಲೆಗಳನ್ನು ಸಂಪರ್ಕಿಸುವ ಪ್ರಮುಖವಾದ ರಸ್ತೆ ಇದಾಗಿದೆ. ಮೊದಲಿಗೆ ಭೀಮಸಂದ್ರದ ಹೊಸ ಸೇತುವೆಯನ್ನು ನಿರ್ಮಾಣ ಮಾಡಿ, ನಂತರ ತುಮಕೂರು ಕಡೆಗೆ ರಸ್ತೆಯ ಅಭಿವೃದ್ಧಿ ಕಾಮಗಾರಿಯನ್ನು ಮಾಡಿದರೆ ಸಂಚಾರದ ಸಮಸ್ಯೆಗಳನ್ನು ತಗ್ಗಿಸಬಹುದು ಎಂದು ತಿಳಿಸಿದರು. ಮಲ್ಲಸಂದ್ರ ಸಮೀಪದಲ್ಲಿ ಕೆಳಸೇತುವೆ ಮಗಳದ ಅಂತರಸನಹಳ್ಳಿ (ಮಧುಗಿರಿ ರಸ್ತೆ) ವೃತ್ತದ ಬಳಿ ಸೇತುವೆ (213, 119, 393, 339)
page-header (40, 8, 1340, 48)
